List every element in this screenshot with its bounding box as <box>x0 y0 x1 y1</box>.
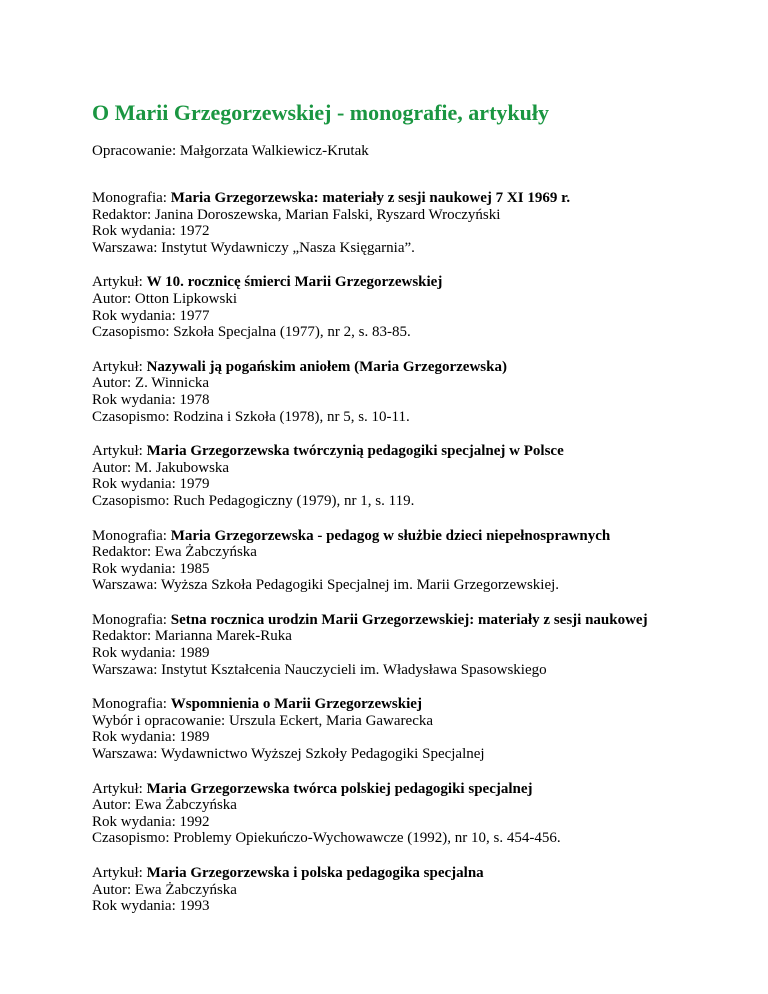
entry-type: Artykuł: <box>92 865 143 881</box>
entry-heading-line <box>92 612 732 629</box>
entry-heading-line <box>92 781 732 798</box>
entry-detail: Warszawa: Instytut Kształcenia Nauczycieli im. Władysława Spasowskiego <box>92 661 547 678</box>
entry-detail: Autor: Otton Lipkowski <box>92 290 237 307</box>
page-title: O Marii Grzegorzewskiej - monografie, artykuły <box>92 100 549 125</box>
entry-detail: Rok wydania: 1977 <box>92 307 210 324</box>
entry-detail: Warszawa: Wyższa Szkoła Pedagogiki Specjalnej im. Marii Grzegorzewskiej. <box>92 577 560 594</box>
entry-detail: Rok wydania: 1979 <box>92 476 210 493</box>
entry-detail: Autor: Ewa Żabczyńska <box>92 797 237 814</box>
entry-title: Setna rocznica urodzin Marii Grzegorzewskiej: materiały z sesji naukowej <box>170 611 648 628</box>
entry-heading-line <box>92 359 732 376</box>
entry-heading-line <box>92 528 732 545</box>
entry-title: Maria Grzegorzewska twórczynią pedagogiki specjalnej w Polsce <box>146 443 564 460</box>
entry-detail: Rok wydania: 1989 <box>92 645 210 662</box>
entry-type: Artykuł: <box>92 358 143 375</box>
entry-heading-line <box>92 190 732 207</box>
entry-type: Monografia: <box>92 696 167 713</box>
bibliography-entry <box>92 696 732 762</box>
entry-detail: Rok wydania: 1992 <box>92 813 210 830</box>
entry-type: Artykuł: <box>92 274 143 291</box>
entry-heading-line <box>92 443 732 460</box>
entry-type: Artykuł: <box>92 780 143 797</box>
entry-detail: Czasopismo: Szkoła Specjalna (1977), nr 2, s. 83-85. <box>92 324 411 341</box>
bibliography-entry <box>92 865 732 915</box>
bibliography-entry <box>92 274 732 340</box>
entry-detail: Warszawa: Instytut Wydawniczy „Nasza Księgarnia”. <box>92 239 415 256</box>
entry-detail: Warszawa: Wydawnictwo Wyższej Szkoły Pedagogiki Specjalnej <box>92 746 485 763</box>
entry-heading-line <box>92 274 732 291</box>
entry-title: Maria Grzegorzewska i polska pedagogika specjalna <box>146 865 484 881</box>
bibliography-entry <box>92 359 732 425</box>
entry-title: Maria Grzegorzewska twórca polskiej pedagogiki specjalnej <box>146 780 533 797</box>
entry-detail: Autor: Ewa Żabczyńska <box>92 881 237 898</box>
entry-detail: Rok wydania: 1978 <box>92 391 210 408</box>
entry-detail: Redaktor: Marianna Marek-Ruka <box>92 628 292 645</box>
compiler-credit: Opracowanie: Małgorzata Walkiewicz-Krutak <box>92 143 369 159</box>
entry-type: Monografia: <box>92 611 167 628</box>
entry-detail: Autor: M. Jakubowska <box>92 459 230 476</box>
entry-title: Maria Grzegorzewska - pedagog w służbie dzieci niepełnosprawnych <box>170 527 611 544</box>
entry-detail: Rok wydania: 1993 <box>92 898 210 915</box>
entry-detail: Czasopismo: Ruch Pedagogiczny (1979), nr 1, s. 119. <box>92 492 415 509</box>
entry-title: Maria Grzegorzewska: materiały z sesji naukowej 7 XI 1969 r. <box>170 190 571 206</box>
entry-heading-line <box>92 865 732 882</box>
entry-title: Nazywali ją pogańskim aniołem (Maria Grzegorzewska) <box>146 358 507 375</box>
entry-heading-line <box>92 696 732 713</box>
entry-type: Monografia: <box>92 527 167 544</box>
entry-type: Artykuł: <box>92 443 143 460</box>
entry-detail: Czasopismo: Problemy Opiekuńczo-Wychowawcze (1992), nr 10, s. 454-456. <box>92 830 561 847</box>
entry-detail: Autor: Z. Winnicka <box>92 375 210 392</box>
bibliography-list <box>92 190 732 933</box>
entry-detail: Czasopismo: Rodzina i Szkoła (1978), nr 5, s. 10-11. <box>92 408 410 425</box>
entry-title: Wspomnienia o Marii Grzegorzewskiej <box>170 696 422 713</box>
entry-type: Monografia: <box>92 190 167 206</box>
bibliography-entry <box>92 190 732 256</box>
bibliography-entry <box>92 528 732 594</box>
entry-detail: Rok wydania: 1972 <box>92 223 210 240</box>
entry-detail: Rok wydania: 1989 <box>92 729 210 746</box>
entry-detail: Redaktor: Janina Doroszewska, Marian Falski, Ryszard Wroczyński <box>92 206 501 223</box>
bibliography-entry <box>92 781 732 847</box>
bibliography-entry <box>92 612 732 678</box>
bibliography-entry <box>92 443 732 509</box>
entry-detail: Wybór i opracowanie: Urszula Eckert, Maria Gawarecka <box>92 712 434 729</box>
entry-title: W 10. rocznicę śmierci Marii Grzegorzewskiej <box>146 274 443 291</box>
entry-detail: Redaktor: Ewa Żabczyńska <box>92 544 257 561</box>
entry-detail: Rok wydania: 1985 <box>92 560 210 577</box>
